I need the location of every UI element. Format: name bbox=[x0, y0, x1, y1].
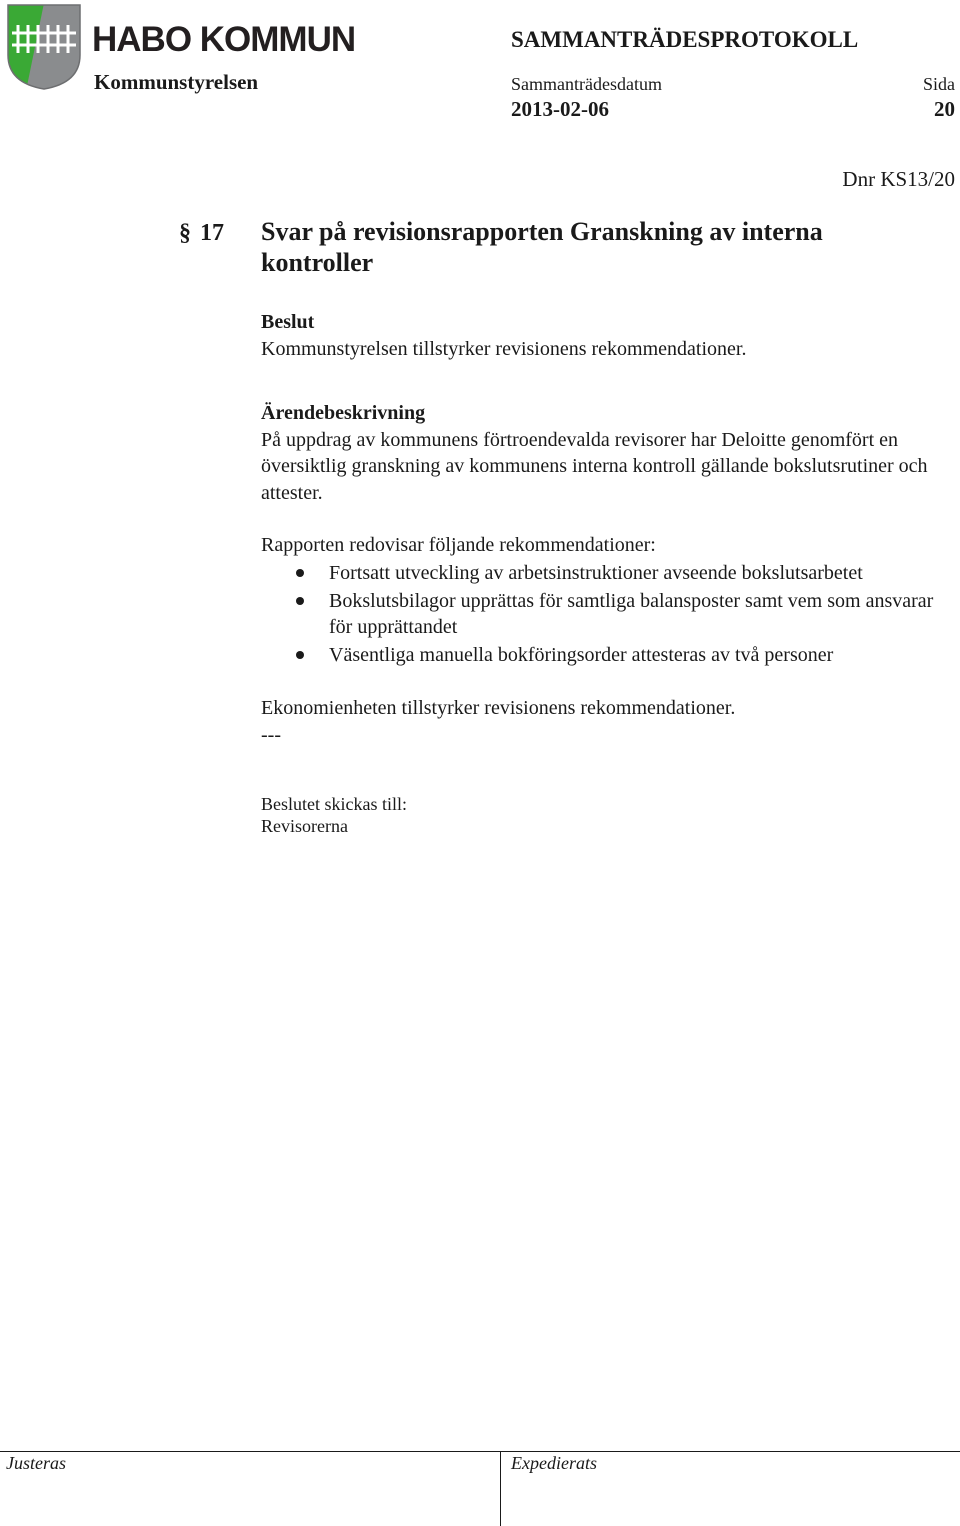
bullet-icon bbox=[296, 597, 304, 605]
list-item-text: Väsentliga manuella bokföringsorder attesteras av två personer bbox=[329, 644, 834, 666]
description-text: På uppdrag av kommunens förtroendevalda revisorer har Deloitte genomfört en översiktlig granskning av kommunens interna kontroll gällande bokslutsrutiner och attester. bbox=[261, 428, 928, 504]
conclusion-section bbox=[261, 695, 951, 748]
footer-expedierats-label: Expedierats bbox=[511, 1453, 597, 1473]
footer-divider bbox=[500, 1451, 501, 1526]
bullet-icon bbox=[296, 651, 304, 659]
conclusion-text: Ekonomienheten tillstyrker revisionens rekommendationer. bbox=[261, 697, 736, 719]
distribution-label: Beslutet skickas till: bbox=[261, 794, 407, 814]
list-item-text: Fortsatt utveckling av arbetsinstruktioner avseende bokslutsarbetet bbox=[329, 561, 863, 584]
decision-text: Kommunstyrelsen tillstyrker revisionens rekommendationer. bbox=[261, 337, 747, 360]
footer-justeras-label: Justeras bbox=[6, 1453, 66, 1473]
decision-section bbox=[261, 309, 951, 362]
description-heading: Ärendebeskrivning bbox=[261, 402, 426, 424]
organization-name: Kommunstyrelsen bbox=[94, 70, 259, 94]
case-title: Svar på revisionsrapporten Granskning av interna kontroller bbox=[261, 217, 823, 277]
list-item bbox=[261, 560, 951, 587]
footer-rule bbox=[0, 1451, 960, 1452]
distribution-recipient: Revisorerna bbox=[261, 816, 348, 836]
list-item bbox=[261, 642, 951, 669]
meeting-date-value: 2013-02-06 bbox=[511, 97, 609, 121]
habo-coat-of-arms-icon bbox=[6, 3, 82, 91]
page-label: Sida bbox=[922, 74, 955, 94]
list-item bbox=[261, 588, 951, 641]
meeting-date-label: Sammanträdesdatum bbox=[511, 74, 662, 94]
section-separator: --- bbox=[261, 723, 281, 746]
page-number: 20 bbox=[934, 97, 955, 121]
document-type: SAMMANTRÄDESPROTOKOLL bbox=[511, 27, 859, 52]
description-section bbox=[261, 400, 951, 506]
bullet-icon bbox=[296, 569, 304, 577]
list-item-text: Bokslutsbilagor upprättas för samtliga balansposter samt vem som ansvarar för upprättandet bbox=[329, 589, 934, 638]
case-number: Dnr KS13/20 bbox=[842, 167, 955, 191]
paragraph-number: 17 bbox=[200, 220, 224, 246]
distribution-section bbox=[261, 793, 951, 837]
paragraph-symbol: § bbox=[179, 220, 191, 246]
recommendations-list bbox=[261, 560, 951, 669]
brand-wordmark: HABO KOMMUN bbox=[92, 20, 356, 59]
recommendations-section bbox=[261, 532, 951, 670]
recommendations-intro: Rapporten redovisar följande rekommendationer: bbox=[261, 534, 656, 556]
decision-heading: Beslut bbox=[261, 311, 315, 333]
